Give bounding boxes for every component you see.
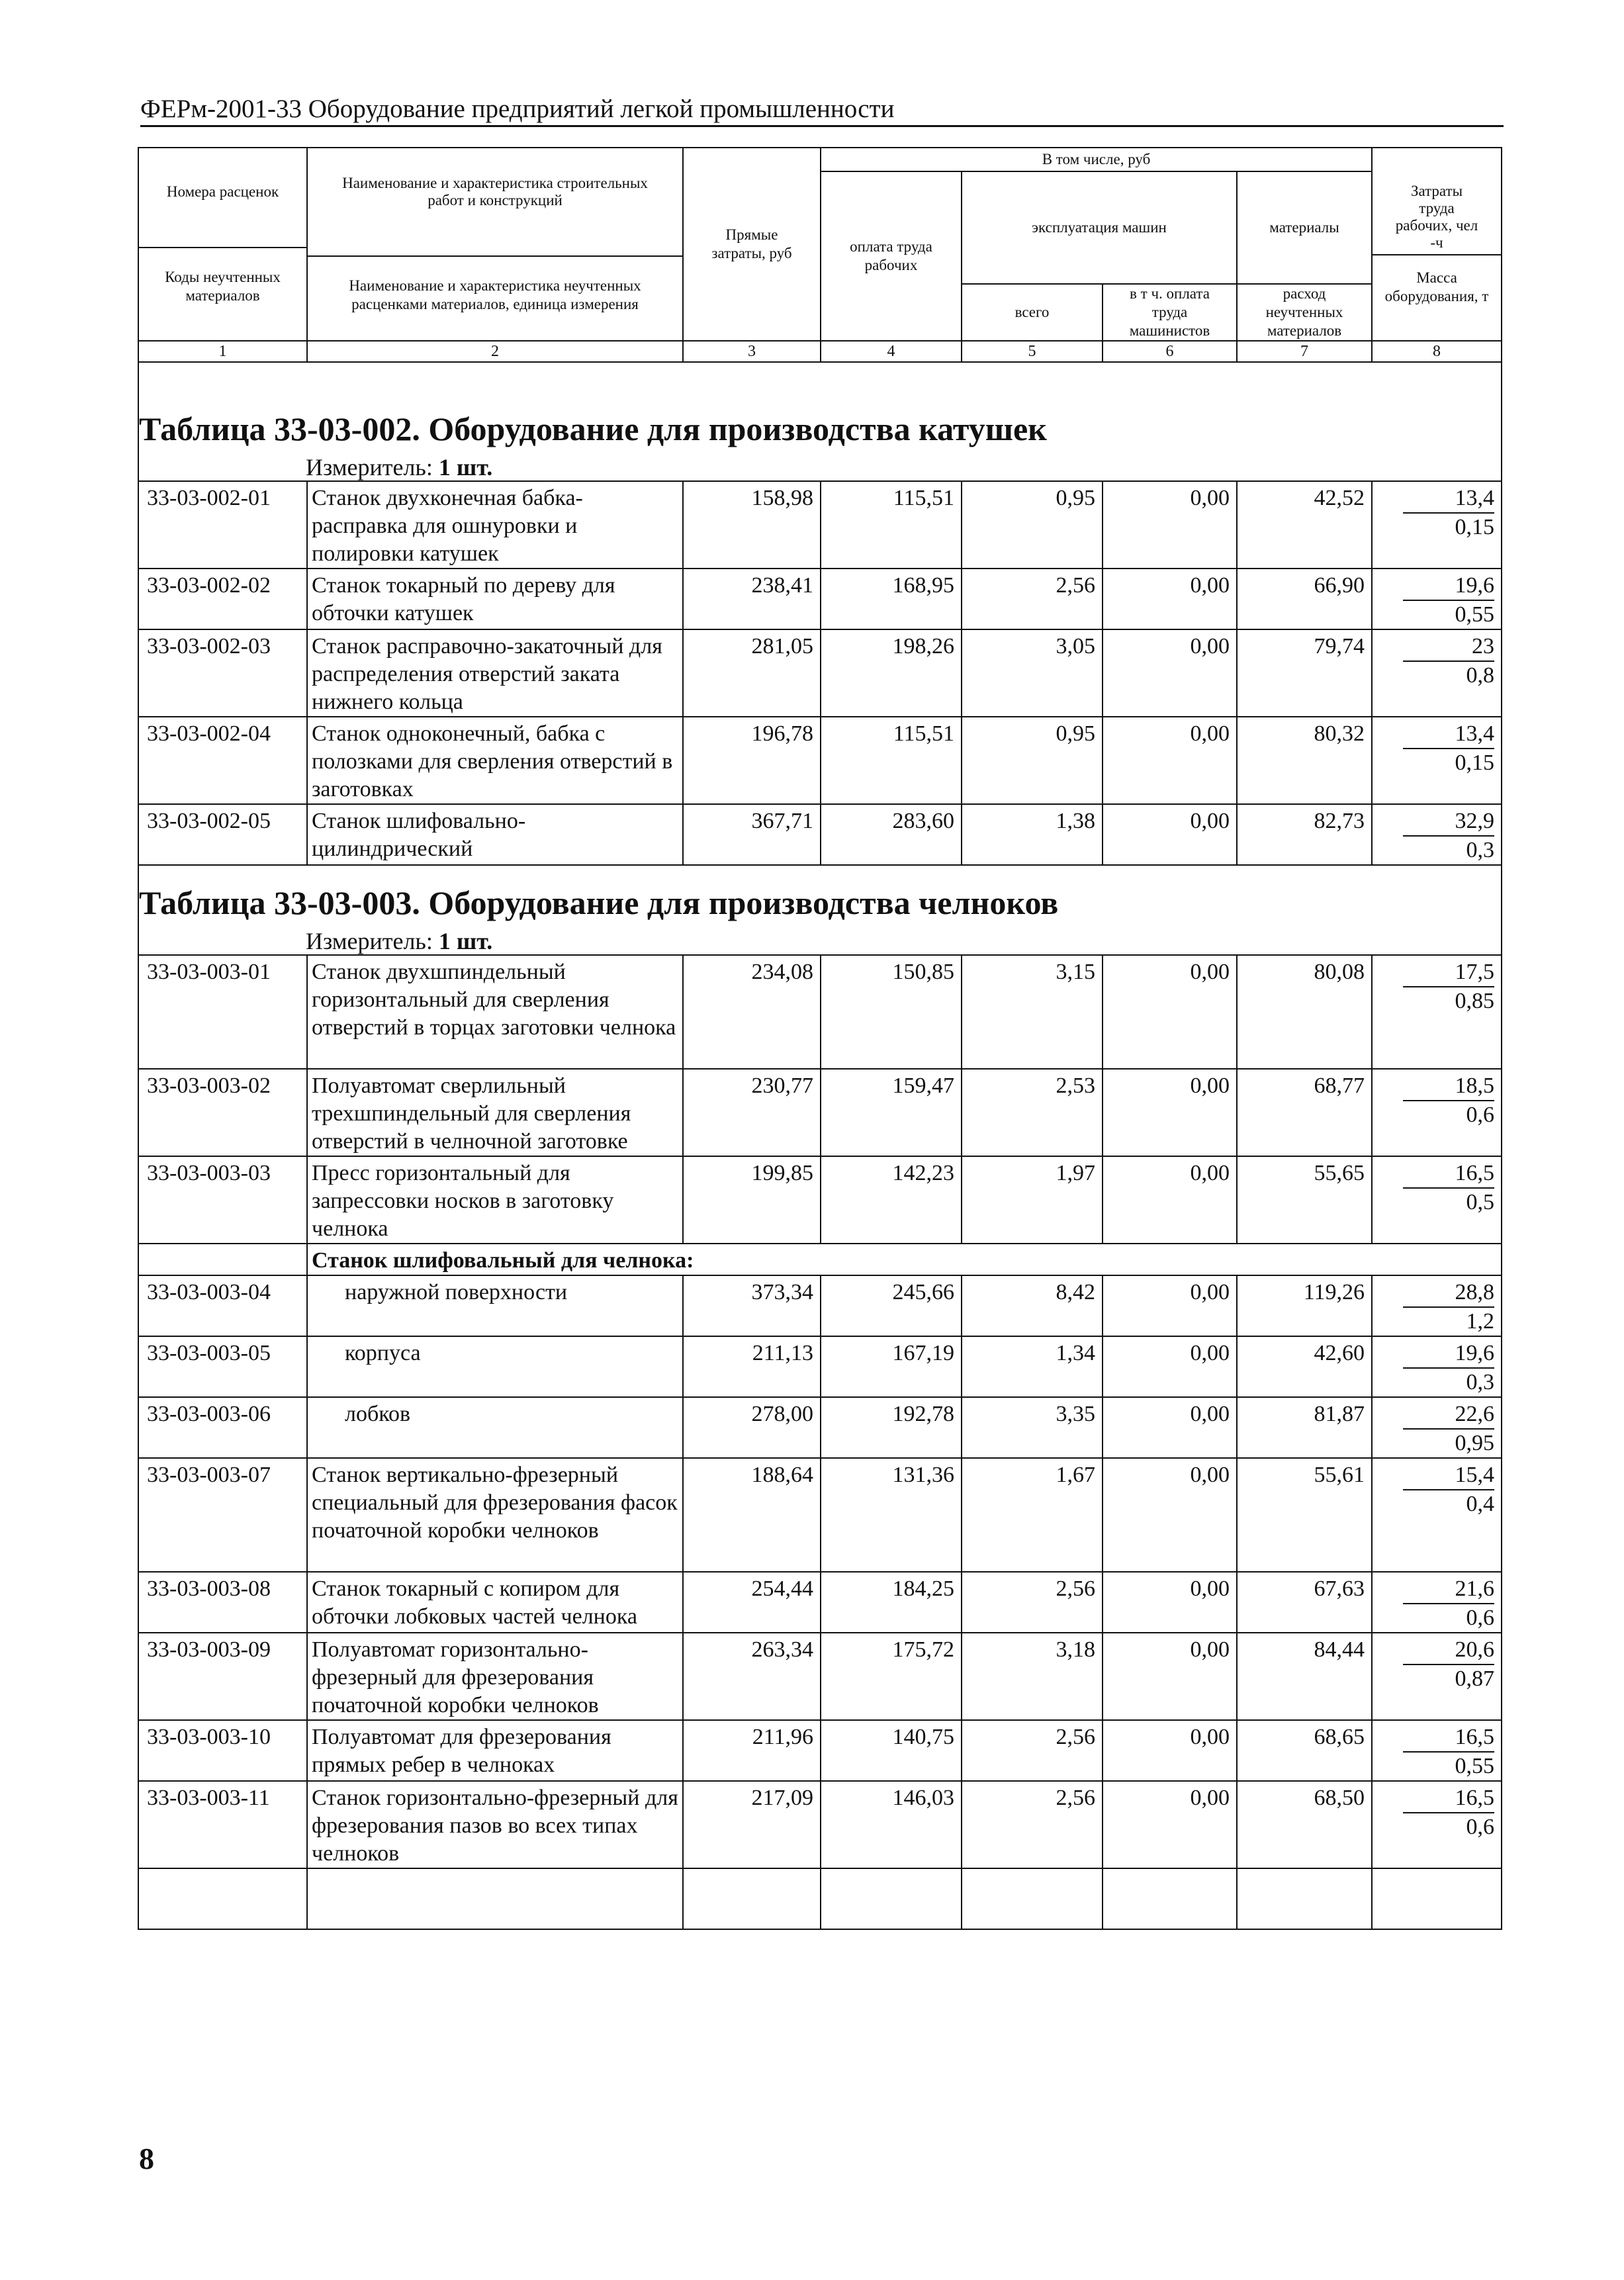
machinist-cost: 0,00: [1103, 1633, 1237, 1720]
rate-code: 33-03-002-01: [138, 481, 307, 569]
equipment-mass: 0,8: [1466, 663, 1495, 688]
labor-cost: 115,51: [821, 717, 962, 804]
direct-cost: 211,13: [683, 1336, 821, 1397]
col6-header: в т ч. оплата труда машинистов: [1103, 284, 1237, 341]
table-003-rows-b: [138, 1275, 1502, 1458]
machine-cost: 8,42: [962, 1275, 1103, 1336]
equipment-mass: 0,95: [1455, 1431, 1495, 1455]
labor-hours: 22,6: [1403, 1400, 1494, 1430]
table-row: [138, 1397, 1502, 1458]
spacer-002: [138, 865, 1502, 955]
equipment-mass: 0,3: [1466, 838, 1495, 862]
col-num-5: 5: [962, 341, 1103, 362]
table-row: [138, 1572, 1502, 1633]
col5-header: всего: [962, 284, 1103, 341]
labor-mass-cell: [1372, 569, 1502, 629]
labor-cost: 142,23: [821, 1156, 962, 1244]
tail-cell: [962, 1868, 1103, 1929]
subheading-block: [138, 1244, 1502, 1275]
table-row: [138, 1781, 1502, 1868]
labor-cost: 175,72: [821, 1633, 962, 1720]
col-num-8: 8: [1372, 341, 1502, 362]
machinist-cost: 0,00: [1103, 804, 1237, 865]
rate-code: 33-03-003-06: [138, 1397, 307, 1458]
labor-cost: 131,36: [821, 1458, 962, 1572]
direct-cost: 230,77: [683, 1069, 821, 1156]
rate-name: Полуавтомат сверлильный трехшпиндельный для сверления отверстий в челночной заготовке: [307, 1069, 683, 1156]
page-number: 8: [139, 2142, 154, 2175]
machinist-cost: 0,00: [1103, 1781, 1237, 1868]
table-row: [138, 1720, 1502, 1781]
col7-header: расход неучтенных материалов: [1237, 284, 1372, 341]
section-header-002: [138, 362, 1502, 481]
machinist-cost: 0,00: [1103, 481, 1237, 569]
tail-cell: [1372, 1868, 1502, 1929]
col-num-6: 6: [1103, 341, 1237, 362]
tail-cell: [1237, 1868, 1372, 1929]
materials-cost: 79,74: [1237, 629, 1372, 717]
rate-code: 33-03-003-03: [138, 1156, 307, 1244]
equipment-mass: 0,6: [1466, 1815, 1495, 1839]
labor-cost: 146,03: [821, 1781, 962, 1868]
rate-code: 33-03-003-05: [138, 1336, 307, 1397]
rate-code: 33-03-003-01: [138, 955, 307, 1069]
labor-cost: 140,75: [821, 1720, 962, 1781]
table-row: [138, 804, 1502, 865]
direct-cost: 217,09: [683, 1781, 821, 1868]
col3-header: Прямые затраты, руб: [683, 148, 821, 341]
rate-name: Полуавтомат для фрезерования прямых ребер в челноках: [307, 1720, 683, 1781]
direct-cost: 367,71: [683, 804, 821, 865]
labor-mass-cell: [1372, 1336, 1502, 1397]
rate-code: 33-03-002-03: [138, 629, 307, 717]
rate-code: 33-03-002-05: [138, 804, 307, 865]
rate-code: 33-03-003-11: [138, 1781, 307, 1868]
labor-cost: 167,19: [821, 1336, 962, 1397]
col-num-3: 3: [683, 341, 821, 362]
table-003-rows-c: [138, 1458, 1502, 1868]
equipment-mass: 1,2: [1466, 1309, 1495, 1334]
labor-mass-cell: [1372, 955, 1502, 1069]
machine-cost: 2,56: [962, 1781, 1103, 1868]
labor-hours: 19,6: [1403, 572, 1494, 601]
machinist-cost: 0,00: [1103, 1156, 1237, 1244]
labor-cost: 168,95: [821, 569, 962, 629]
materials-cost: 66,90: [1237, 569, 1372, 629]
rate-name: Станок двухшпиндельный горизонтальный для сверления отверстий в торцах заготовки челнока: [307, 955, 683, 1069]
labor-hours: 21,6: [1403, 1575, 1494, 1604]
equipment-mass: 0,87: [1455, 1666, 1495, 1691]
direct-cost: 238,41: [683, 569, 821, 629]
labor-mass-cell: [1372, 629, 1502, 717]
materials-cost: 55,61: [1237, 1458, 1372, 1572]
labor-cost: 159,47: [821, 1069, 962, 1156]
unit-value: 1 шт.: [438, 454, 493, 480]
col1-top-label: Номера расценок: [166, 183, 279, 200]
machine-cost: 3,18: [962, 1633, 1103, 1720]
rate-name: Станок расправочно-закаточный для распределения отверстий заката нижнего кольца: [307, 629, 683, 717]
labor-hours: 16,5: [1403, 1160, 1494, 1189]
machinist-cost: 0,00: [1103, 955, 1237, 1069]
machinist-cost: 0,00: [1103, 717, 1237, 804]
machinist-cost: 0,00: [1103, 1069, 1237, 1156]
spacer-cell: [138, 865, 1502, 883]
rate-code: 33-03-002-04: [138, 717, 307, 804]
direct-cost: 254,44: [683, 1572, 821, 1633]
materials-cost: 67,63: [1237, 1572, 1372, 1633]
labor-cost: 245,66: [821, 1275, 962, 1336]
direct-cost: 263,34: [683, 1633, 821, 1720]
labor-mass-cell: [1372, 1275, 1502, 1336]
machine-cost: 3,15: [962, 955, 1103, 1069]
table-row: [138, 481, 1502, 569]
tail-cell: [821, 1868, 962, 1929]
machinist-cost: 0,00: [1103, 569, 1237, 629]
labor-mass-cell: [1372, 1458, 1502, 1572]
labor-hours: 16,5: [1403, 1784, 1494, 1813]
materials-cost: 82,73: [1237, 804, 1372, 865]
machine-cost: 3,35: [962, 1397, 1103, 1458]
labor-mass-cell: [1372, 1397, 1502, 1458]
direct-cost: 188,64: [683, 1458, 821, 1572]
rate-name: корпуса: [307, 1336, 683, 1397]
machinist-cost: 0,00: [1103, 1458, 1237, 1572]
page-header: ФЕРм-2001-33 Оборудование предприятий легкой промышленности: [140, 94, 1504, 127]
machine-cost: 1,97: [962, 1156, 1103, 1244]
col8-top-label: Затраты труда рабочих, чел -ч: [1395, 183, 1478, 251]
equipment-mass: 0,55: [1455, 602, 1495, 627]
machine-cost: 2,56: [962, 569, 1103, 629]
machine-cost: 1,38: [962, 804, 1103, 865]
labor-cost: 150,85: [821, 955, 962, 1069]
rate-code: 33-03-002-02: [138, 569, 307, 629]
equipment-mass: 0,55: [1455, 1754, 1495, 1778]
labor-mass-cell: [1372, 1781, 1502, 1868]
table-row: [138, 629, 1502, 717]
direct-cost: 234,08: [683, 955, 821, 1069]
direct-cost: 158,98: [683, 481, 821, 569]
equipment-mass: 0,3: [1466, 1370, 1495, 1394]
rate-name: Полуавтомат горизонтально-фрезерный для фрезерования початочной коробки челноков: [307, 1633, 683, 1720]
machinist-cost: 0,00: [1103, 1275, 1237, 1336]
equipment-mass: 0,6: [1466, 1606, 1495, 1630]
materials-cost: 81,87: [1237, 1397, 1372, 1458]
equipment-mass: 0,4: [1466, 1492, 1495, 1516]
rate-code: 33-03-003-07: [138, 1458, 307, 1572]
materials-header: материалы: [1237, 171, 1372, 284]
labor-mass-cell: [1372, 717, 1502, 804]
machinist-cost: 0,00: [1103, 1336, 1237, 1397]
table-row: [138, 1458, 1502, 1572]
labor-mass-cell: [1372, 1572, 1502, 1633]
section-title-003: Таблица 33-03-003. Оборудование для производства челноков: [139, 884, 1059, 921]
subheading-text: Станок шлифовальный для челнока:: [307, 1244, 1502, 1275]
machine-cost: 1,34: [962, 1336, 1103, 1397]
unit-value: 1 шт.: [438, 928, 493, 954]
labor-hours: 28,8: [1403, 1279, 1494, 1308]
unit-label: Измеритель:: [306, 454, 433, 480]
rate-name: Станок токарный по дереву для обточки катушек: [307, 569, 683, 629]
table-row: [138, 1275, 1502, 1336]
equipment-mass: 0,5: [1466, 1190, 1495, 1214]
machinist-cost: 0,00: [1103, 1720, 1237, 1781]
col-header-labor: [1372, 148, 1502, 341]
table-row: [138, 1069, 1502, 1156]
incl-header: В том числе, руб: [821, 148, 1372, 171]
machinist-cost: 0,00: [1103, 629, 1237, 717]
rate-name: Станок вертикально-фрезерный специальный для фрезерования фасок початочной коробки челноков: [307, 1458, 683, 1572]
machinist-cost: 0,00: [1103, 1572, 1237, 1633]
col8-bottom-label: Масса оборудования, т: [1373, 254, 1501, 306]
col4-header: оплата труда рабочих: [821, 171, 962, 341]
col-num-7: 7: [1237, 341, 1372, 362]
col-header-codes: [138, 148, 307, 341]
rate-name: Станок горизонтально-фрезерный для фрезерования пазов во всех типах челноков: [307, 1781, 683, 1868]
labor-hours: 13,4: [1403, 484, 1494, 514]
unit-line-002: [139, 454, 1501, 480]
labor-hours: 15,4: [1403, 1461, 1494, 1490]
labor-cost: 198,26: [821, 629, 962, 717]
labor-cost: 192,78: [821, 1397, 962, 1458]
col-num-2: 2: [307, 341, 683, 362]
table-003-rows-a: [138, 955, 1502, 1244]
col-num-4: 4: [821, 341, 962, 362]
direct-cost: 281,05: [683, 629, 821, 717]
materials-cost: 84,44: [1237, 1633, 1372, 1720]
labor-cost: 184,25: [821, 1572, 962, 1633]
materials-cost: 68,50: [1237, 1781, 1372, 1868]
equipment-mass: 0,85: [1455, 989, 1495, 1013]
table-tail: [138, 1868, 1502, 1929]
rate-code: 33-03-003-04: [138, 1275, 307, 1336]
machine-cost: 0,95: [962, 717, 1103, 804]
rate-code: 33-03-003-10: [138, 1720, 307, 1781]
materials-cost: 42,52: [1237, 481, 1372, 569]
machine-cost: 0,95: [962, 481, 1103, 569]
col-header-names: [307, 148, 683, 341]
rates-table: [138, 147, 1502, 1930]
labor-mass-cell: [1372, 1720, 1502, 1781]
table-row: [138, 1336, 1502, 1397]
tail-cell: [683, 1868, 821, 1929]
labor-hours: 16,5: [1403, 1723, 1494, 1753]
direct-cost: 211,96: [683, 1720, 821, 1781]
col2-top-label: Наименование и характеристика строительных работ и конструкций: [342, 175, 648, 208]
rate-name: Станок токарный с копиром для обточки лобковых частей челнока: [307, 1572, 683, 1633]
labor-hours: 13,4: [1403, 720, 1494, 749]
labor-cost: 115,51: [821, 481, 962, 569]
rate-code: 33-03-003-02: [138, 1069, 307, 1156]
rate-name: Станок шлифовально-цилиндрический: [307, 804, 683, 865]
equipment-mass: 0,15: [1455, 515, 1495, 539]
column-numbers-row: [138, 341, 1502, 362]
labor-mass-cell: [1372, 1633, 1502, 1720]
col-num-1: 1: [138, 341, 307, 362]
materials-cost: 119,26: [1237, 1275, 1372, 1336]
unit-line-003: [139, 928, 1501, 954]
col1-bottom-label: Коды неучтенных материалов: [139, 247, 306, 305]
table-row: [138, 717, 1502, 804]
tail-cell: [1103, 1868, 1237, 1929]
labor-hours: 17,5: [1403, 958, 1494, 987]
machine-cost: 1,67: [962, 1458, 1103, 1572]
direct-cost: 199,85: [683, 1156, 821, 1244]
materials-cost: 55,65: [1237, 1156, 1372, 1244]
table-row: [138, 1156, 1502, 1244]
tail-cell: [307, 1868, 683, 1929]
table-header: [138, 148, 1502, 362]
rate-name: Пресс горизонтальный для запрессовки носков в заготовку челнока: [307, 1156, 683, 1244]
rate-name: лобков: [307, 1397, 683, 1458]
labor-hours: 32,9: [1403, 807, 1494, 837]
rate-code: 33-03-003-08: [138, 1572, 307, 1633]
labor-hours: 18,5: [1403, 1072, 1494, 1101]
section-header-003: [138, 883, 1502, 955]
table-body: [138, 362, 1502, 481]
table-002-rows: [138, 481, 1502, 865]
labor-hours: 19,6: [1403, 1340, 1494, 1369]
equipment-mass: 0,6: [1466, 1103, 1495, 1127]
machines-header: эксплуатация машин: [962, 171, 1237, 284]
rate-name: Станок одноконечный, бабка с полозками для сверления отверстий в заготовках: [307, 717, 683, 804]
rate-code: 33-03-003-09: [138, 1633, 307, 1720]
section-title-002: Таблица 33-03-002. Оборудование для производства катушек: [139, 410, 1047, 447]
materials-cost: 80,08: [1237, 955, 1372, 1069]
col2-bottom-label: Наименование и характеристика неучтенных расценками материалов, единица измерения: [308, 255, 682, 314]
materials-cost: 42,60: [1237, 1336, 1372, 1397]
labor-cost: 283,60: [821, 804, 962, 865]
machine-cost: 2,56: [962, 1572, 1103, 1633]
rate-name: наружной поверхности: [307, 1275, 683, 1336]
machine-cost: 3,05: [962, 629, 1103, 717]
labor-mass-cell: [1372, 481, 1502, 569]
table-row: [138, 569, 1502, 629]
subheading-row: [138, 1244, 1502, 1275]
materials-cost: 68,65: [1237, 1720, 1372, 1781]
table-row: [138, 955, 1502, 1069]
direct-cost: 196,78: [683, 717, 821, 804]
labor-hours: 23: [1403, 633, 1494, 662]
direct-cost: 373,34: [683, 1275, 821, 1336]
materials-cost: 68,77: [1237, 1069, 1372, 1156]
machine-cost: 2,56: [962, 1720, 1103, 1781]
rate-name: Станок двухконечная бабка-расправка для ошнуровки и полировки катушек: [307, 481, 683, 569]
labor-mass-cell: [1372, 804, 1502, 865]
labor-mass-cell: [1372, 1156, 1502, 1244]
machinist-cost: 0,00: [1103, 1397, 1237, 1458]
labor-mass-cell: [1372, 1069, 1502, 1156]
direct-cost: 278,00: [683, 1397, 821, 1458]
unit-label: Измеритель:: [306, 928, 433, 954]
materials-cost: 80,32: [1237, 717, 1372, 804]
table-row: [138, 1633, 1502, 1720]
labor-hours: 20,6: [1403, 1636, 1494, 1665]
subheading-code-cell: [138, 1244, 307, 1275]
machine-cost: 2,53: [962, 1069, 1103, 1156]
equipment-mass: 0,15: [1455, 751, 1495, 775]
tail-cell: [138, 1868, 307, 1929]
